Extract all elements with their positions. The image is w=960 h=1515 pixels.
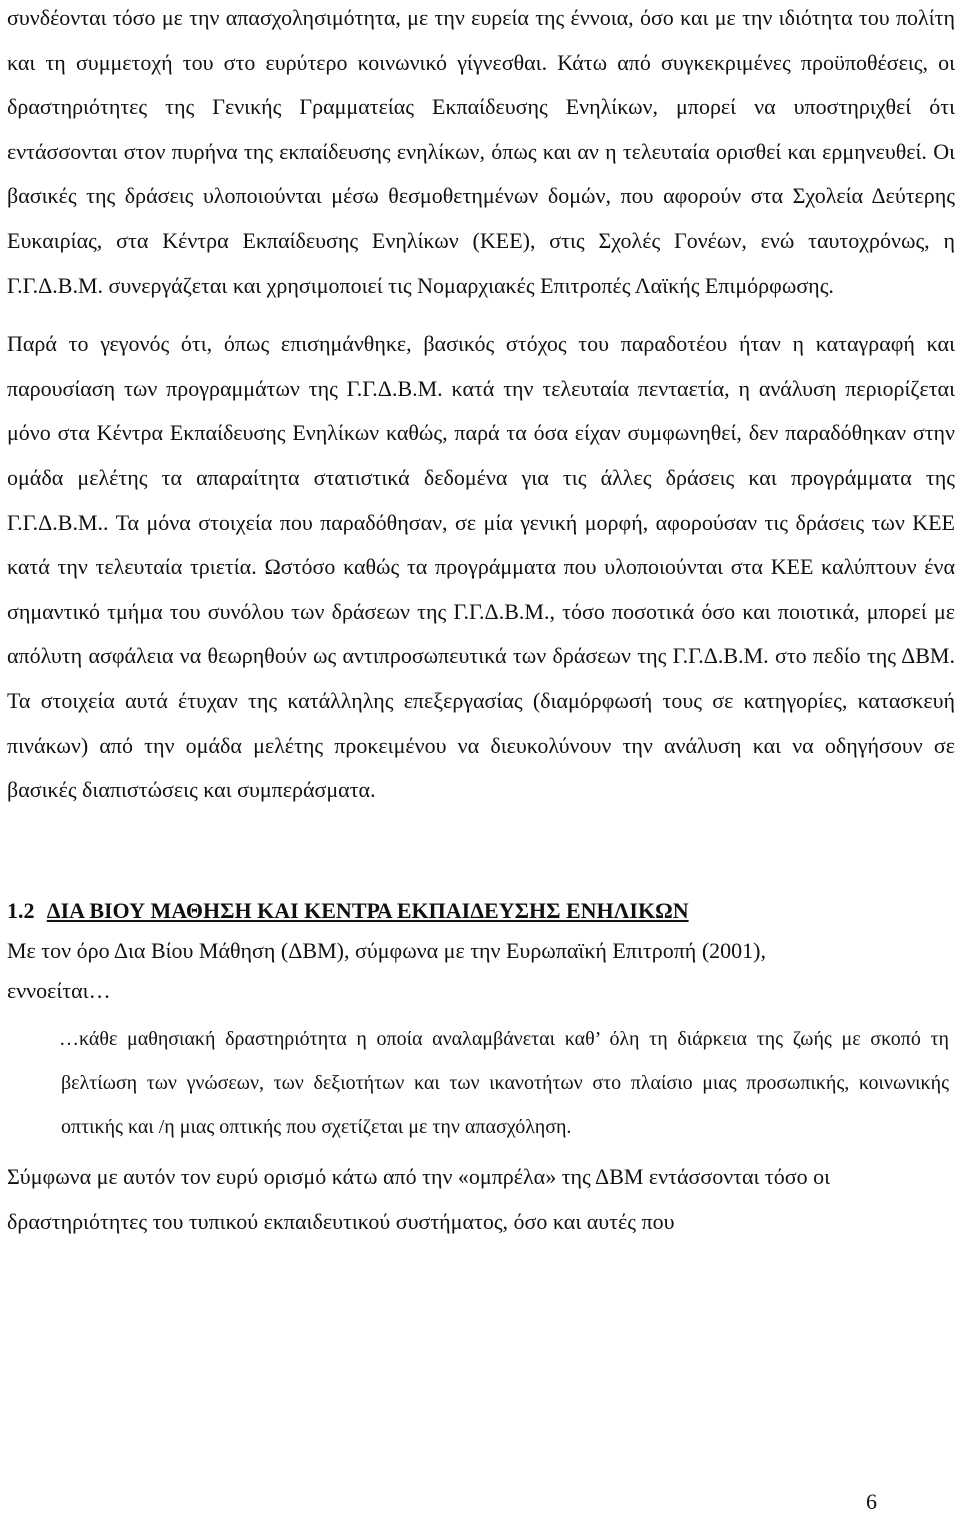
paragraph-3: Σύμφωνα με αυτόν τον ευρύ ορισμό κάτω από την «ομπρέλα» της ΔΒΜ εντάσσονται τόσο οι δραστηριότητες του τυπικού εκπαιδευτικού συστήματος, όσο και αυτές που bbox=[7, 1164, 831, 1234]
definition-intro-line-1: Με τον όρο Δια Βίου Μάθηση (ΔΒΜ), σύμφωνα με την Ευρωπαϊκή Επιτροπή (2001), bbox=[7, 937, 766, 963]
section-heading bbox=[7, 891, 955, 931]
definition-intro-line-2: εννοείται… bbox=[7, 977, 111, 1003]
section-number: 1.2 bbox=[7, 897, 35, 923]
section-title: ΔΙΑ ΒΙΟΥ ΜΑΘΗΣΗ ΚΑΙ ΚΕΝΤΡΑ ΕΚΠΑΙΔΕΥΣΗΣ ΕΝΗΛΙΚΩΝ bbox=[46, 897, 689, 923]
paragraph-1: συνδέονται τόσο με την απασχολησιμότητα, με την ευρεία της έννοια, όσο και με την ιδιότητα του πολίτη και τη συμμετοχή του στο ευρύτερο κοινωνικό γίγνεσθαι. Κάτω από συγκεκριμένες προϋποθέσεις, οι δραστηριότητες της Γενικής Γραμματείας Εκπαίδευσης Ενηλίκων, μπορεί να υποστηριχθεί ότι εντάσσονται στον πυρήνα της εκπαίδευσης ενηλίκων, όπως και αν η τελευταία ορισθεί και ερμηνευθεί. Οι βασικές της δράσεις υλοποιούνται μέσω θεσμοθετημένων δομών, που αφορούν στα Σχολεία Δεύτερης Ευκαιρίας, στα Κέντρα Εκπαίδευσης Ενηλίκων (ΚΕΕ), στις Σχολές Γονέων, ενώ ταυτοχρόνως, η Γ.Γ.Δ.Β.Μ. συνεργάζεται και χρησιμοποιεί τις Νομαρχιακές Επιτροπές Λαϊκής Επιμόρφωσης. bbox=[7, 5, 955, 298]
definition-quote bbox=[7, 1017, 955, 1150]
definition-intro bbox=[7, 931, 955, 1011]
quote-text: …κάθε μαθησιακή δραστηριότητα η οποία αναλαμβάνεται καθ’ όλη τη διάρκεια της ζωής με σκοπό τη βελτίωση των γνώσεων, των δεξιοτήτων και των ικανοτήτων στο πλαίσιο μιας προσωπικής, κοινωνικής οπτικής και /η μιας οπτικής που σχετίζεται με την απασχόληση. bbox=[59, 1027, 949, 1139]
page-body bbox=[7, 0, 955, 1244]
page-number: 6 bbox=[866, 1489, 877, 1514]
paragraph-2: Παρά το γεγονός ότι, όπως επισημάνθηκε, βασικός στόχος του παραδοτέου ήταν η καταγραφή και παρουσίαση των προγραμμάτων της Γ.Γ.Δ.Β.Μ. κατά την τελευταία πενταετία, η ανάλυση περιορίζεται μόνο στα Κέντρα Εκπαίδευσης Ενηλίκων καθώς, παρά τα όσα είχαν συμφωνηθεί, δεν παραδόθηκαν στην ομάδα μελέτης τα απαραίτητα στατιστικά δεδομένα για τις άλλες δράσεις και προγράμματα της Γ.Γ.Δ.Β.Μ.. Τα μόνα στοιχεία που παραδόθησαν, σε μία γενική μορφή, αφορούσαν τις δράσεις των ΚΕΕ κατά την τελευταία τριετία. Ωστόσο καθώς τα προγράμματα που υλοποιούνται στα ΚΕΕ καλύπτουν ένα σημαντικό τμήμα του συνόλου των δράσεων της Γ.Γ.Δ.Β.Μ., τόσο ποσοτικά όσο και ποιοτικά, μπορεί με απόλυτη ασφάλεια να θεωρηθούν ως αντιπροσωπευτικά των δράσεων της Γ.Γ.Δ.Β.Μ. στο πεδίο της ΔΒΜ. Τα στοιχεία αυτά έτυχαν της κατάλληλης επεξεργασίας (διαμόρφωσή τους σε κατηγορίες, κατασκευή πινάκων) από την ομάδα μελέτης προκειμένου να διευκολύνουν την ανάλυση και να οδηγήσουν σε βασικές διαπιστώσεις και συμπεράσματα. bbox=[7, 331, 955, 803]
